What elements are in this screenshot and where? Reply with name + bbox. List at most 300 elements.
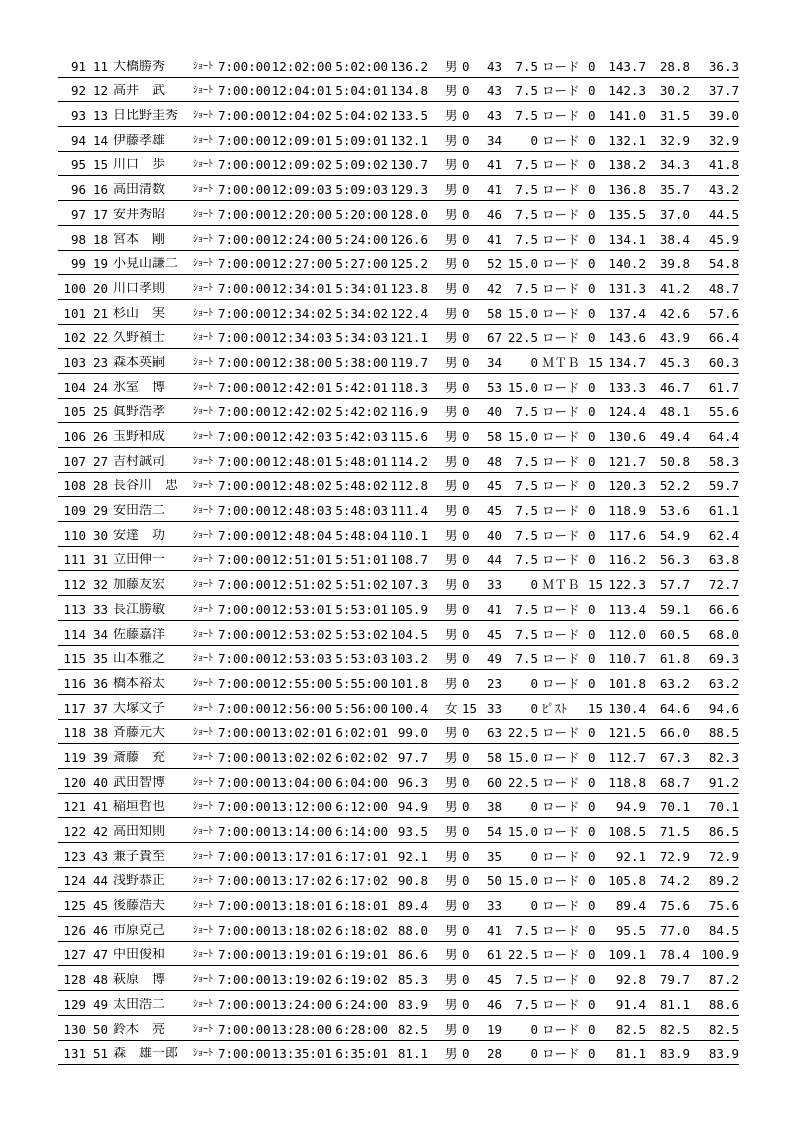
base-points-cell: 97.7 (397, 749, 428, 765)
sex-cell: 男 (445, 83, 458, 99)
finish-time-cell: 12:51:01 (271, 552, 332, 568)
sex-cell: 男 (445, 527, 458, 543)
class-rank-cell: 42 (92, 824, 108, 839)
class-rank-cell: 49 (92, 996, 108, 1012)
base-points-cell: 88.0 (397, 922, 428, 938)
time-deduction-cell: 75.6 (659, 898, 690, 914)
age-cell: 49 (486, 651, 502, 667)
course-cell: ｼｮｰﾄ (193, 282, 213, 294)
age-cell: 54 (486, 824, 502, 839)
overall-rank-cell: 120 (63, 774, 86, 790)
elapsed-time-cell: 6:35:01 (335, 1046, 388, 1062)
class-rank-cell: 22 (92, 330, 108, 346)
sex-cell: 男 (445, 651, 458, 667)
class-rank-cell: 24 (92, 379, 108, 395)
finish-time-cell: 13:19:01 (271, 947, 332, 963)
start-time-cell: 7:00:00 (218, 972, 271, 988)
sex-cell: 男 (445, 330, 458, 346)
elapsed-time-cell: 6:18:01 (335, 898, 388, 914)
sex-cell: 男 (445, 132, 458, 148)
total-points-cell: 130.4 (608, 700, 646, 716)
bike-bonus-cell: 0 (588, 83, 596, 99)
participant-name-cell: 氷室 博 (113, 380, 166, 395)
age-bonus-cell: 22.5 (507, 774, 538, 790)
total-points-cell: 140.2 (608, 256, 646, 272)
class-rank-cell: 38 (92, 725, 108, 741)
table-row (58, 547, 739, 572)
time-deduction-cell: 79.7 (659, 972, 690, 988)
age-bonus-cell: 7.5 (515, 206, 538, 222)
sex-bonus-cell: 0 (462, 873, 470, 889)
sex-cell: 男 (445, 749, 458, 765)
age-bonus-cell: 15.0 (507, 429, 538, 444)
start-time-cell: 7:00:00 (218, 330, 271, 346)
course-cell: ｼｮｰﾄ (193, 727, 213, 739)
elapsed-time-cell: 5:53:02 (335, 626, 388, 642)
course-cell: ｼｮｰﾄ (193, 381, 213, 393)
overall-rank-cell: 103 (63, 354, 86, 370)
finish-time-cell: 12:02:00 (271, 58, 332, 74)
age-bonus-cell: 7.5 (515, 503, 538, 519)
overall-rank-cell: 93 (70, 108, 86, 124)
final-points-cell: 75.6 (708, 898, 739, 914)
time-deduction-cell: 35.7 (659, 182, 690, 198)
bike-bonus-cell: 0 (588, 453, 596, 469)
finish-time-cell: 12:53:01 (271, 601, 332, 617)
class-rank-cell: 44 (92, 873, 108, 889)
start-time-cell: 7:00:00 (218, 503, 271, 519)
sex-bonus-cell: 0 (462, 898, 470, 914)
start-time-cell: 7:00:00 (218, 651, 271, 667)
age-bonus-cell: 22.5 (507, 947, 538, 963)
sex-bonus-cell: 0 (462, 922, 470, 938)
sex-bonus-cell: 0 (462, 848, 470, 864)
final-points-cell: 60.3 (708, 354, 739, 370)
overall-rank-cell: 122 (63, 824, 86, 839)
bike-bonus-cell: 0 (588, 305, 596, 321)
participant-name-cell: 玉野和成 (113, 430, 166, 444)
start-time-cell: 7:00:00 (218, 626, 271, 642)
elapsed-time-cell: 5:42:02 (335, 404, 388, 420)
age-bonus-cell: 22.5 (507, 725, 538, 741)
bike-bonus-cell: 0 (588, 626, 596, 642)
elapsed-time-cell: 6:02:02 (335, 749, 388, 765)
class-rank-cell: 23 (92, 354, 108, 370)
total-points-cell: 138.2 (608, 157, 646, 173)
course-cell: ｼｮｰﾄ (193, 875, 213, 887)
start-time-cell: 7:00:00 (218, 848, 271, 864)
total-points-cell: 131.3 (608, 280, 646, 296)
course-cell: ｼｮｰﾄ (193, 406, 213, 418)
age-bonus-cell: 0 (530, 1021, 538, 1037)
table-row (58, 201, 739, 226)
finish-time-cell: 13:14:00 (271, 824, 332, 839)
course-cell: ｼｮｰﾄ (193, 356, 213, 368)
finish-time-cell: 13:18:02 (271, 922, 332, 938)
age-bonus-cell: 7.5 (515, 651, 538, 667)
sex-bonus-cell: 0 (462, 231, 470, 247)
elapsed-time-cell: 5:38:00 (335, 354, 388, 370)
total-points-cell: 117.6 (608, 527, 646, 543)
overall-rank-cell: 105 (63, 404, 86, 420)
participant-name-cell: 立田伸一 (113, 553, 166, 568)
total-points-cell: 143.6 (608, 330, 646, 346)
overall-rank-cell: 128 (63, 972, 86, 988)
age-bonus-cell: 7.5 (515, 626, 538, 642)
age-bonus-cell: 7.5 (515, 280, 538, 296)
bike-type-cell: ロード (542, 182, 580, 198)
elapsed-time-cell: 6:04:00 (335, 774, 388, 790)
bike-type-cell: ロード (542, 725, 580, 741)
base-points-cell: 83.9 (397, 996, 428, 1012)
total-points-cell: 134.1 (608, 231, 646, 247)
participant-name-cell: 日比野圭秀 (113, 109, 179, 124)
class-rank-cell: 25 (92, 404, 108, 420)
age-bonus-cell: 7.5 (515, 922, 538, 938)
total-points-cell: 108.5 (608, 824, 646, 839)
elapsed-time-cell: 5:20:00 (335, 206, 388, 222)
elapsed-time-cell: 6:02:01 (335, 725, 388, 741)
total-points-cell: 101.8 (608, 675, 646, 691)
course-cell: ｼｮｰﾄ (193, 480, 213, 492)
start-time-cell: 7:00:00 (218, 1021, 271, 1037)
elapsed-time-cell: 5:34:01 (335, 280, 388, 296)
age-cell: 63 (486, 725, 502, 741)
base-points-cell: 108.7 (390, 552, 428, 568)
bike-bonus-cell: 0 (588, 873, 596, 889)
time-deduction-cell: 30.2 (659, 83, 690, 99)
sex-cell: 男 (445, 157, 458, 173)
overall-rank-cell: 95 (70, 157, 86, 173)
sex-cell: 男 (445, 305, 458, 321)
elapsed-time-cell: 6:24:00 (335, 996, 388, 1012)
base-points-cell: 104.5 (390, 626, 428, 642)
time-deduction-cell: 72.9 (659, 848, 690, 864)
course-cell: ｼｮｰﾄ (193, 1048, 213, 1060)
age-cell: 41 (486, 182, 502, 198)
base-points-cell: 119.7 (390, 354, 428, 370)
elapsed-time-cell: 6:17:02 (335, 873, 388, 889)
start-time-cell: 7:00:00 (218, 725, 271, 741)
bike-type-cell: ロード (542, 749, 580, 765)
table-row (58, 571, 739, 596)
finish-time-cell: 12:48:02 (271, 478, 332, 494)
bike-type-cell: ロード (542, 996, 580, 1012)
bike-bonus-cell: 0 (588, 996, 596, 1012)
base-points-cell: 130.7 (390, 157, 428, 173)
course-cell: ｼｮｰﾄ (193, 900, 213, 912)
bike-type-cell: ロード (542, 898, 580, 914)
start-time-cell: 7:00:00 (218, 774, 271, 790)
final-points-cell: 57.6 (708, 305, 739, 321)
bike-bonus-cell: 0 (588, 922, 596, 938)
class-rank-cell: 20 (92, 280, 108, 296)
participant-name-cell: 吉村誠司 (113, 454, 166, 469)
base-points-cell: 103.2 (390, 651, 428, 667)
total-points-cell: 135.5 (608, 206, 646, 222)
total-points-cell: 91.4 (615, 996, 646, 1012)
class-rank-cell: 12 (92, 83, 108, 99)
base-points-cell: 96.3 (397, 774, 428, 790)
participant-name-cell: 伊藤孝雄 (113, 133, 166, 148)
time-deduction-cell: 34.3 (659, 157, 690, 173)
overall-rank-cell: 102 (63, 330, 86, 346)
participant-name-cell: 橋本裕太 (113, 676, 166, 691)
bike-type-cell: ロード (542, 256, 580, 272)
sex-cell: 男 (445, 774, 458, 790)
participant-name-cell: 高井 武 (113, 84, 166, 99)
elapsed-time-cell: 6:19:02 (335, 972, 388, 988)
age-bonus-cell: 15.0 (507, 256, 538, 272)
base-points-cell: 122.4 (390, 305, 428, 321)
bike-type-cell: ロード (542, 552, 580, 568)
start-time-cell: 7:00:00 (218, 231, 271, 247)
finish-time-cell: 12:38:00 (271, 354, 332, 370)
class-rank-cell: 15 (92, 157, 108, 173)
participant-name-cell: 斉藤元大 (113, 726, 166, 741)
course-cell: ｼｮｰﾄ (193, 628, 213, 640)
total-points-cell: 118.8 (608, 774, 646, 790)
overall-rank-cell: 129 (63, 996, 86, 1012)
base-points-cell: 110.1 (390, 527, 428, 543)
total-points-cell: 94.9 (615, 799, 646, 815)
table-row (58, 127, 739, 152)
final-points-cell: 91.2 (708, 774, 739, 790)
table-row (58, 325, 739, 350)
finish-time-cell: 12:04:01 (271, 83, 332, 99)
age-bonus-cell: 0 (530, 1046, 538, 1062)
sex-bonus-cell: 0 (462, 1021, 470, 1037)
bike-type-cell: ロード (542, 379, 580, 395)
table-row (58, 1016, 739, 1041)
time-deduction-cell: 53.6 (659, 503, 690, 519)
finish-time-cell: 12:04:02 (271, 108, 332, 124)
bike-type-cell: ロード (542, 947, 580, 963)
start-time-cell: 7:00:00 (218, 404, 271, 420)
bike-bonus-cell: 0 (588, 898, 596, 914)
base-points-cell: 93.5 (397, 824, 428, 839)
finish-time-cell: 12:24:00 (271, 231, 332, 247)
start-time-cell: 7:00:00 (218, 601, 271, 617)
finish-time-cell: 12:27:00 (271, 256, 332, 272)
sex-bonus-cell: 0 (462, 132, 470, 148)
bike-type-cell: ロード (542, 601, 580, 617)
start-time-cell: 7:00:00 (218, 354, 271, 370)
bike-type-cell: ロード (542, 231, 580, 247)
participant-name-cell: 兼子貴至 (113, 849, 166, 864)
sex-bonus-cell: 0 (462, 453, 470, 469)
time-deduction-cell: 46.7 (659, 379, 690, 395)
overall-rank-cell: 92 (70, 83, 86, 99)
final-points-cell: 41.8 (708, 157, 739, 173)
age-cell: 67 (486, 330, 502, 346)
bike-bonus-cell: 0 (588, 824, 596, 839)
age-cell: 45 (486, 626, 502, 642)
participant-name-cell: 鈴木 亮 (113, 1022, 166, 1037)
total-points-cell: 136.8 (608, 182, 646, 198)
participant-name-cell: 森本英嗣 (113, 355, 166, 370)
sex-cell: 男 (445, 577, 458, 593)
class-rank-cell: 27 (92, 453, 108, 469)
final-points-cell: 45.9 (708, 231, 739, 247)
age-bonus-cell: 7.5 (515, 601, 538, 617)
class-rank-cell: 40 (92, 774, 108, 790)
time-deduction-cell: 37.0 (659, 206, 690, 222)
base-points-cell: 129.3 (390, 182, 428, 198)
class-rank-cell: 50 (92, 1021, 108, 1037)
overall-rank-cell: 94 (70, 132, 86, 148)
age-cell: 40 (486, 404, 502, 420)
finish-time-cell: 13:17:02 (271, 873, 332, 889)
final-points-cell: 84.5 (708, 922, 739, 938)
final-points-cell: 82.5 (708, 1021, 739, 1037)
bike-type-cell: ロード (542, 132, 580, 148)
sex-bonus-cell: 0 (462, 182, 470, 198)
start-time-cell: 7:00:00 (218, 305, 271, 321)
elapsed-time-cell: 5:48:01 (335, 453, 388, 469)
class-rank-cell: 39 (92, 749, 108, 765)
final-points-cell: 68.0 (708, 626, 739, 642)
final-points-cell: 64.4 (708, 429, 739, 444)
overall-rank-cell: 101 (63, 305, 86, 321)
sex-cell: 男 (445, 725, 458, 741)
course-cell: ｼｮｰﾄ (193, 974, 213, 986)
time-deduction-cell: 82.5 (659, 1021, 690, 1037)
table-row (58, 152, 739, 177)
final-points-cell: 61.1 (708, 503, 739, 519)
start-time-cell: 7:00:00 (218, 824, 271, 839)
finish-time-cell: 12:42:03 (271, 429, 332, 444)
sex-bonus-cell: 0 (462, 83, 470, 99)
course-cell: ｼｮｰﾄ (193, 110, 213, 122)
base-points-cell: 82.5 (397, 1021, 428, 1037)
course-cell: ｼｮｰﾄ (193, 134, 213, 146)
base-points-cell: 85.3 (397, 972, 428, 988)
elapsed-time-cell: 5:56:00 (335, 700, 388, 716)
age-bonus-cell: 0 (530, 675, 538, 691)
start-time-cell: 7:00:00 (218, 83, 271, 99)
bike-type-cell: ロード (542, 799, 580, 815)
age-cell: 43 (486, 83, 502, 99)
course-cell: ｼｮｰﾄ (193, 653, 213, 665)
base-points-cell: 107.3 (390, 577, 428, 593)
finish-time-cell: 13:12:00 (271, 799, 332, 815)
course-cell: ｼｮｰﾄ (193, 208, 213, 220)
final-points-cell: 72.7 (708, 577, 739, 593)
final-points-cell: 59.7 (708, 478, 739, 494)
participant-name-cell: 山本雅之 (113, 652, 166, 667)
sex-bonus-cell: 0 (462, 749, 470, 765)
start-time-cell: 7:00:00 (218, 700, 271, 716)
total-points-cell: 137.4 (608, 305, 646, 321)
elapsed-time-cell: 5:04:02 (335, 108, 388, 124)
bike-type-cell: ロード (542, 83, 580, 99)
bike-type-cell: ロード (542, 922, 580, 938)
total-points-cell: 116.2 (608, 552, 646, 568)
start-time-cell: 7:00:00 (218, 996, 271, 1012)
age-bonus-cell: 7.5 (515, 404, 538, 420)
age-cell: 41 (486, 157, 502, 173)
overall-rank-cell: 118 (63, 725, 86, 741)
bike-type-cell: ロード (542, 453, 580, 469)
sex-bonus-cell: 0 (462, 305, 470, 321)
start-time-cell: 7:00:00 (218, 58, 271, 74)
sex-bonus-cell: 0 (462, 725, 470, 741)
bike-type-cell: ロード (542, 1046, 580, 1062)
start-time-cell: 7:00:00 (218, 873, 271, 889)
base-points-cell: 86.6 (397, 947, 428, 963)
final-points-cell: 66.4 (708, 330, 739, 346)
course-cell: ｼｮｰﾄ (193, 85, 213, 97)
participant-name-cell: 加藤友宏 (113, 578, 166, 593)
age-bonus-cell: 7.5 (515, 972, 538, 988)
sex-cell: 男 (445, 824, 458, 839)
course-cell: ｼｮｰﾄ (193, 60, 213, 72)
finish-time-cell: 13:02:02 (271, 749, 332, 765)
bike-bonus-cell: 0 (588, 231, 596, 247)
time-deduction-cell: 56.3 (659, 552, 690, 568)
overall-rank-cell: 115 (63, 651, 86, 667)
bike-bonus-cell: 0 (588, 280, 596, 296)
overall-rank-cell: 114 (63, 626, 86, 642)
age-cell: 61 (486, 947, 502, 963)
elapsed-time-cell: 5:09:02 (335, 157, 388, 173)
course-cell: ｼｮｰﾄ (193, 233, 213, 245)
bike-bonus-cell: 0 (588, 478, 596, 494)
class-rank-cell: 34 (92, 626, 108, 642)
time-deduction-cell: 32.9 (659, 132, 690, 148)
time-deduction-cell: 60.5 (659, 626, 690, 642)
time-deduction-cell: 52.2 (659, 478, 690, 494)
sex-bonus-cell: 0 (462, 626, 470, 642)
final-points-cell: 61.7 (708, 379, 739, 395)
participant-name-cell: 佐藤嘉洋 (113, 627, 166, 642)
sex-bonus-cell: 15 (462, 700, 478, 716)
class-rank-cell: 28 (92, 478, 108, 494)
elapsed-time-cell: 5:48:02 (335, 478, 388, 494)
start-time-cell: 7:00:00 (218, 577, 271, 593)
time-deduction-cell: 68.7 (659, 774, 690, 790)
time-deduction-cell: 66.0 (659, 725, 690, 741)
course-cell: ｼｮｰﾄ (193, 529, 213, 541)
bike-type-cell: ロード (542, 58, 580, 74)
start-time-cell: 7:00:00 (218, 675, 271, 691)
start-time-cell: 7:00:00 (218, 527, 271, 543)
course-cell: ｼｮｰﾄ (193, 924, 213, 936)
participant-name-cell: 安達 功 (113, 528, 166, 543)
table-row (58, 621, 739, 646)
bike-type-cell: ロード (542, 404, 580, 420)
bike-type-cell: ロード (542, 824, 580, 839)
age-cell: 19 (486, 1021, 502, 1037)
sex-cell: 男 (445, 873, 458, 889)
age-bonus-cell: 0 (530, 898, 538, 914)
total-points-cell: 121.5 (608, 725, 646, 741)
participant-name-cell: 稲垣哲也 (113, 800, 166, 815)
age-bonus-cell: 7.5 (515, 231, 538, 247)
total-points-cell: 112.7 (608, 749, 646, 765)
time-deduction-cell: 81.1 (659, 996, 690, 1012)
sex-bonus-cell: 0 (462, 972, 470, 988)
time-deduction-cell: 71.5 (659, 824, 690, 839)
participant-name-cell: 浅野恭正 (113, 874, 166, 889)
sex-cell: 女 (445, 700, 458, 716)
final-points-cell: 86.5 (708, 824, 739, 839)
table-row (58, 1041, 739, 1066)
sex-cell: 男 (445, 379, 458, 395)
final-points-cell: 39.0 (708, 108, 739, 124)
overall-rank-cell: 104 (63, 379, 86, 395)
